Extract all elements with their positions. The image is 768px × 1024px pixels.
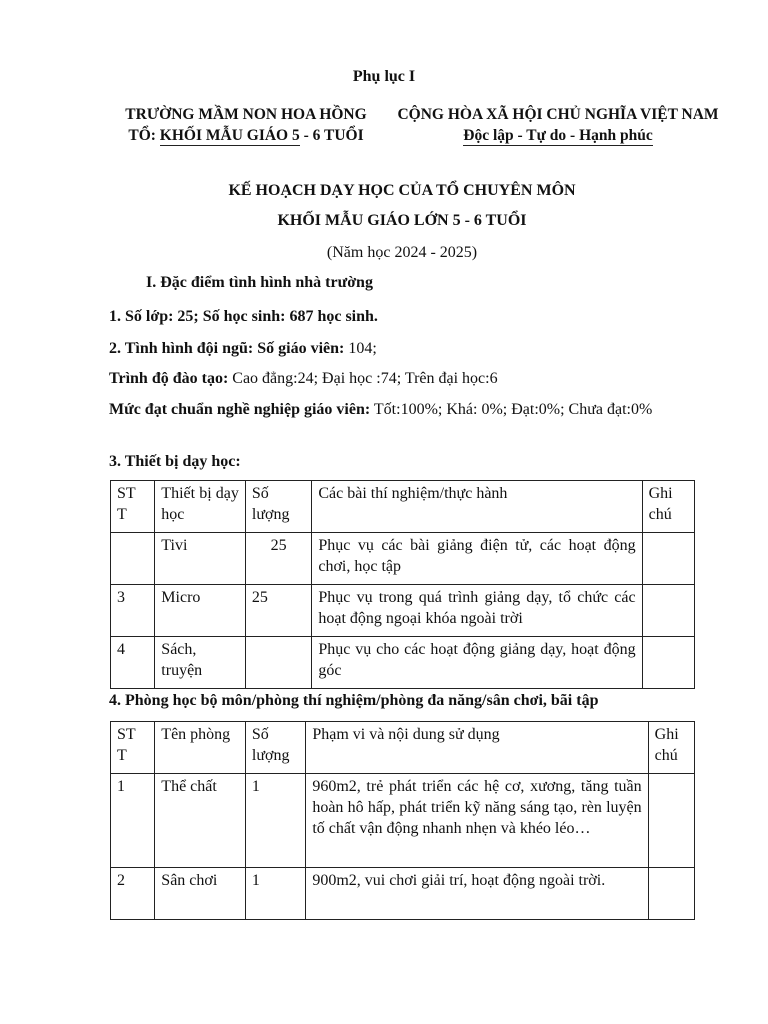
cell: 3	[111, 585, 155, 637]
rooms-table	[110, 721, 695, 920]
cell	[648, 774, 694, 868]
col-header: ST T	[111, 481, 155, 533]
section-heading: I. Đặc điểm tình hình nhà trường	[146, 274, 373, 291]
table-row	[111, 774, 695, 868]
cell	[642, 585, 694, 637]
col-header: Phạm vi và nội dung sử dụng	[306, 722, 648, 774]
team-name: TỔ: KHỐI MẪU GIÁO 5 - 6 TUỔI	[128, 127, 364, 144]
cell: Tivi	[155, 533, 246, 585]
cell: 1	[245, 774, 305, 868]
national-title: CỘNG HÒA XÃ HỘI CHỦ NGHĨA VIỆT NAM	[397, 106, 719, 123]
cell: 2	[111, 868, 155, 920]
cell: Sân chơi	[155, 868, 246, 920]
annex-label: Phụ lục I	[352, 68, 416, 85]
team-name-underlined: KHỐI MẪU GIÁO 5	[159, 127, 300, 144]
table-header-row	[111, 481, 695, 533]
cell	[245, 637, 311, 689]
school-year: (Năm học 2024 - 2025)	[326, 244, 478, 261]
cell: 900m2, vui chơi giải trí, hoạt động ngoài trời.	[306, 868, 648, 920]
col-header: Các bài thí nghiệm/thực hành	[312, 481, 642, 533]
col-header: ST T	[111, 722, 155, 774]
cell: Phục vụ cho các hoạt động giảng dạy, hoạt động góc	[312, 637, 642, 689]
col-header: Ghi chú	[642, 481, 694, 533]
equipment-table	[110, 480, 695, 689]
col-header: Thiết bị dạy học	[155, 481, 246, 533]
table-row	[111, 868, 695, 920]
rooms-heading: 4. Phòng học bộ môn/phòng thí nghiệm/phòng đa năng/sân chơi, bãi tập	[109, 692, 599, 709]
cell: Sách, truyện	[155, 637, 246, 689]
cell: 4	[111, 637, 155, 689]
cell: Phục vụ các bài giảng điện tử, các hoạt động chơi, học tập	[312, 533, 642, 585]
cell: 25	[245, 533, 311, 585]
col-header: Số lượng	[245, 722, 305, 774]
col-header: Ghi chú	[648, 722, 694, 774]
class-count: 1. Số lớp: 25; Số học sinh: 687 học sinh.	[109, 308, 378, 325]
cell: 1	[111, 774, 155, 868]
cell: 960m2, trẻ phát triển các hệ cơ, xương, tăng tuần hoàn hô hấp, phát triển kỹ năng sáng tạo, rèn luyện tố chất vận động nhanh nhẹn và khéo léo…	[306, 774, 648, 868]
cell: Phục vụ trong quá trình giảng dạy, tổ chức các hoạt động ngoại khóa ngoài trời	[312, 585, 642, 637]
table-row	[111, 637, 695, 689]
cell	[642, 637, 694, 689]
cell: 1	[245, 868, 305, 920]
staff-count: 2. Tình hình đội ngũ: Số giáo viên: 104;	[109, 340, 377, 357]
col-header: Số lượng	[245, 481, 311, 533]
table-row	[111, 585, 695, 637]
cell	[642, 533, 694, 585]
equipment-heading: 3. Thiết bị dạy học:	[109, 453, 241, 470]
cell	[111, 533, 155, 585]
table-row	[111, 533, 695, 585]
cell	[648, 868, 694, 920]
cell: Micro	[155, 585, 246, 637]
table-header-row	[111, 722, 695, 774]
national-header	[380, 104, 736, 146]
teacher-standard: Mức đạt chuẩn nghề nghiệp giáo viên: Tốt:100%; Khá: 0%; Đạt:0%; Chưa đạt:0%	[109, 401, 653, 418]
cell: 25	[245, 585, 311, 637]
plan-subtitle: KHỐI MẪU GIÁO LỚN 5 - 6 TUỔI	[277, 212, 527, 229]
national-motto: Độc lập - Tự do - Hạnh phúc	[463, 127, 653, 144]
cell: Thể chất	[155, 774, 246, 868]
school-name: TRƯỜNG MẦM NON HOA HỒNG	[125, 106, 367, 123]
plan-title: KẾ HOẠCH DẠY HỌC CỦA TỔ CHUYÊN MÔN	[228, 182, 576, 199]
school-header	[96, 104, 396, 146]
col-header: Tên phòng	[155, 722, 246, 774]
training-level: Trình độ đào tạo: Cao đẳng:24; Đại học :74; Trên đại học:6	[109, 370, 498, 387]
